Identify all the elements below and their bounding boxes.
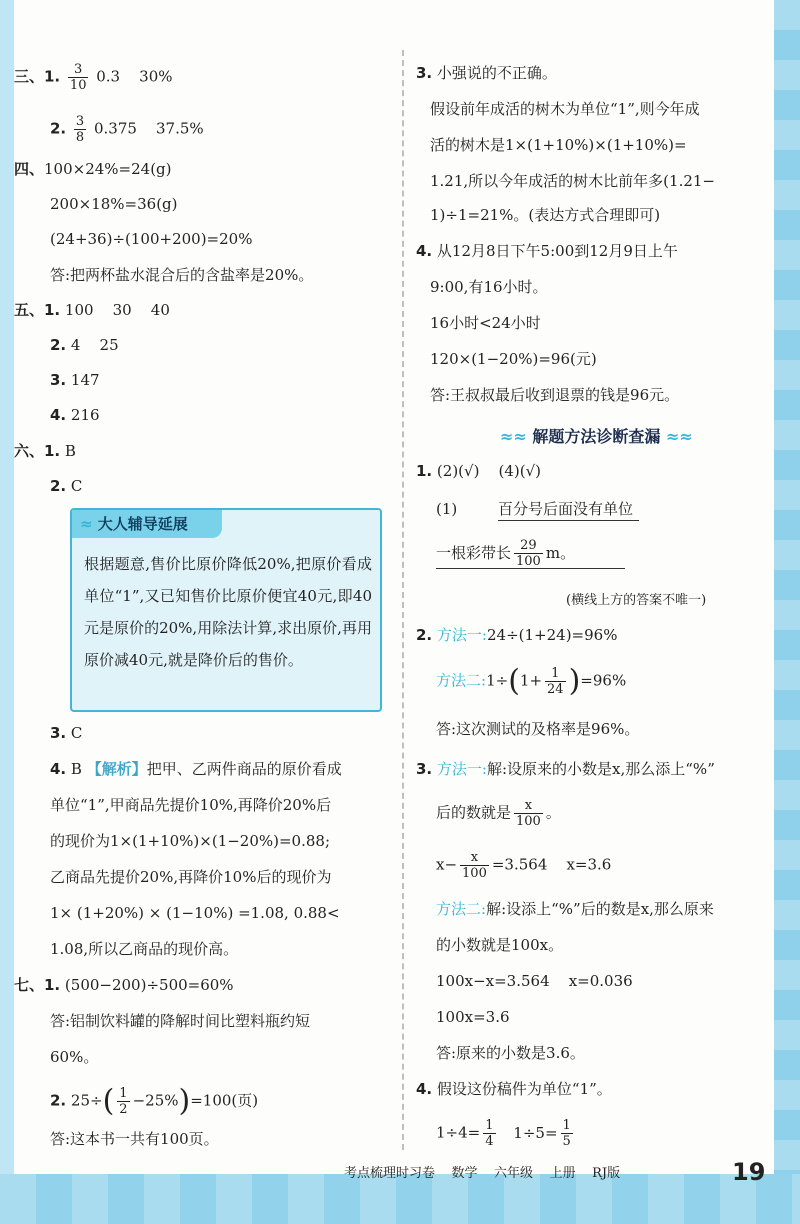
expr-part: 1+ xyxy=(519,671,543,690)
label: 4. xyxy=(416,242,433,260)
denominator: 2 xyxy=(119,1102,128,1117)
expr-part: 1÷4= xyxy=(436,1123,481,1142)
fraction xyxy=(561,1118,573,1149)
label: 4. xyxy=(50,760,67,778)
answer-r4-line1 xyxy=(416,240,678,262)
method-tag: 方法一: xyxy=(436,626,487,644)
fraction xyxy=(68,62,89,93)
answer-text: 147 xyxy=(70,371,100,389)
label: 2. xyxy=(50,1091,67,1110)
answer-r4-line3: 16小时<24小时 xyxy=(430,314,541,332)
answer-text: 0.3 30% xyxy=(96,67,173,86)
answer-r3 xyxy=(416,62,557,84)
answer-4-line1 xyxy=(14,158,172,180)
diag-3-conclusion: 答:原来的小数是3.6。 xyxy=(436,1044,585,1062)
column-divider xyxy=(402,50,404,1150)
diag-3-method1 xyxy=(416,758,715,780)
answer-text: B xyxy=(64,442,76,460)
label: 六、1. xyxy=(14,442,61,460)
label: 三、1. xyxy=(14,67,61,86)
answer-3-2 xyxy=(50,114,204,145)
fraction xyxy=(514,798,543,829)
diag-2-method2 xyxy=(436,663,627,699)
label: 五、1. xyxy=(14,301,61,319)
paren-close: ) xyxy=(178,1083,191,1119)
numerator: x xyxy=(460,850,489,866)
diag-3-equation1 xyxy=(436,850,611,881)
answer-5-2 xyxy=(50,334,119,356)
numerator: 1 xyxy=(545,666,566,682)
denominator: 10 xyxy=(69,78,87,93)
fraction xyxy=(460,850,489,881)
answer-text: B xyxy=(70,760,82,778)
analysis-text: 把甲、乙两件商品的原价看成 xyxy=(146,760,342,778)
method-tag: 方法二: xyxy=(436,900,487,918)
section-title: 解题方法诊断查漏 xyxy=(532,427,661,446)
expr-part: =100(页) xyxy=(190,1091,259,1110)
section-header xyxy=(500,424,693,447)
paren-open: ( xyxy=(508,663,520,699)
paren-open: ( xyxy=(102,1083,115,1119)
answer-5-4 xyxy=(50,404,100,426)
page-number: 19 xyxy=(732,1158,766,1186)
answer-text: 解:设原来的小数是x,那么添上“%” xyxy=(486,760,715,778)
answer-5-1 xyxy=(14,299,170,321)
numerator: 3 xyxy=(68,62,89,78)
answer-r3-line2: 活的树木是1×(1+10%)×(1+10%)= xyxy=(430,136,687,154)
denominator: 100 xyxy=(516,554,541,569)
fraction xyxy=(74,114,86,145)
guidance-title-text: 大人辅导延展 xyxy=(97,515,188,533)
answer-6-4-line6: 1.08,所以乙商品的现价高。 xyxy=(50,940,239,958)
answer-text: 假设这份稿件为单位“1”。 xyxy=(436,1080,612,1098)
diag-3-method2 xyxy=(436,898,714,920)
denominator: 100 xyxy=(462,866,487,881)
label: 3. xyxy=(50,371,67,389)
wave-icon: ≈ xyxy=(80,515,98,533)
answer-text: 100×24%=24(g) xyxy=(44,160,172,178)
answer-text: 24÷(1+24)=96% xyxy=(486,626,618,644)
diag-3-equation2: 100x−x=3.564 x=0.036 xyxy=(436,972,633,990)
fraction xyxy=(514,538,543,569)
answer-text: 0.375 37.5% xyxy=(93,119,204,138)
answer-r4-line2: 9:00,有16小时。 xyxy=(430,278,548,296)
parent-guidance-box xyxy=(70,508,382,712)
expr-part: =96% xyxy=(580,671,627,690)
fraction xyxy=(545,666,566,697)
label: 1. xyxy=(416,462,433,480)
guidance-box-title xyxy=(72,510,222,538)
answer-6-4-line5: 1× (1+20%) × (1−10%) =1.08, 0.88< xyxy=(50,904,340,922)
answer-6-1 xyxy=(14,440,76,462)
label: 3. xyxy=(50,724,67,742)
answer-7-2-conclusion: 答:这本书一共有100页。 xyxy=(50,1130,219,1148)
answer-text: 100 30 40 xyxy=(64,301,170,319)
expr-part: =3.564 x=3.6 xyxy=(491,855,612,874)
label: 七、1. xyxy=(14,976,61,994)
answer-6-4-line1 xyxy=(50,758,342,780)
analysis-tag: 【解析】 xyxy=(86,760,147,778)
answer-6-2 xyxy=(50,475,82,497)
expr-part: −25% xyxy=(132,1091,179,1110)
expr-part: 1÷ xyxy=(486,671,509,690)
footer-text: 考点梳理时习卷 数学 六年级 上册 RJ版 xyxy=(344,1166,621,1181)
denominator: 4 xyxy=(485,1134,494,1149)
answer-r3-line4: 1)÷1=21%。(表达方式合理即可) xyxy=(430,206,661,224)
guidance-box-text: 根据题意,售价比原价降低20%,把原价看成单位“1”,又已知售价比原价便宜40元,即40元是原价的20%,用除法计算,求出原价,再用原价减40元,就是降价后的售价。 xyxy=(84,555,372,669)
fraction xyxy=(117,1086,129,1117)
label: 2. xyxy=(416,626,433,644)
answer-r4-conclusion: 答:王叔叔最后收到退票的钱是96元。 xyxy=(430,386,680,404)
expr-part: 。 xyxy=(545,803,561,822)
label: 2. xyxy=(50,119,67,138)
answer-text: 小强说的不正确。 xyxy=(436,64,557,82)
diag-3-method1-line2 xyxy=(436,798,561,829)
diag-3-method2-line2: 的小数就是100x。 xyxy=(436,936,564,954)
wave-icon: ≈ xyxy=(513,427,527,446)
answer-text: 解:设添上“%”后的数是x,那么原来 xyxy=(486,900,714,918)
answer-text: 从12月8日下午5:00到12月9日上午 xyxy=(436,242,678,260)
diag-1-note: (横线上方的答案不唯一) xyxy=(566,593,707,608)
diag-2-method1 xyxy=(416,624,617,646)
answer-text: C xyxy=(70,724,83,742)
item-number: (1) xyxy=(436,500,458,518)
answer-7-1 xyxy=(14,974,234,996)
expr-part: x− xyxy=(436,855,458,874)
numerator: x xyxy=(514,798,543,814)
diag-3-equation3: 100x=3.6 xyxy=(436,1008,510,1026)
answer-3-1 xyxy=(14,62,173,93)
wave-icon: ≈ xyxy=(500,427,514,446)
label: 四、 xyxy=(14,160,45,178)
denominator: 5 xyxy=(562,1134,571,1149)
label: 3. xyxy=(416,760,433,778)
label: 4. xyxy=(50,406,67,424)
answer-4-line3: (24+36)÷(100+200)=20% xyxy=(50,230,253,248)
numerator: 1 xyxy=(485,1118,494,1133)
answer-5-3 xyxy=(50,369,100,391)
answer-6-4-line2: 单位“1”,甲商品先提价10%,再降价20%后 xyxy=(50,796,332,814)
label: 3. xyxy=(416,64,433,82)
label: 2. xyxy=(50,336,67,354)
sentence-text: 一根彩带长 xyxy=(436,543,512,562)
sentence-text: m。 xyxy=(545,543,576,562)
fraction xyxy=(483,1118,495,1149)
answer-4-conclusion: 答:把两杯盐水混合后的含盐率是20%。 xyxy=(50,266,314,284)
answer-text: C xyxy=(70,477,83,495)
method-tag: 方法一: xyxy=(436,760,487,778)
numerator: 3 xyxy=(75,114,85,129)
page-paper xyxy=(14,0,774,1186)
answer-text: 4 25 xyxy=(70,336,119,354)
label: 2. xyxy=(50,477,67,495)
diag-1-correction xyxy=(436,498,656,520)
answer-text: 216 xyxy=(70,406,100,424)
diag-4-equation xyxy=(436,1118,576,1149)
answer-6-4-line3: 的现价为1×(1+10%)×(1−20%)=0.88; xyxy=(50,832,331,850)
numerator: 1 xyxy=(562,1118,571,1133)
label: 4. xyxy=(416,1080,433,1098)
answer-r3-line1: 假设前年成活的树木为单位“1”,则今年成 xyxy=(430,100,700,118)
answer-7-2 xyxy=(50,1083,259,1119)
diag-4 xyxy=(416,1078,612,1100)
denominator: 8 xyxy=(75,130,85,145)
answer-r3-line3: 1.21,所以今年成活的树木比前年多(1.21− xyxy=(430,172,715,190)
answer-text: (2)(√) (4)(√) xyxy=(436,462,542,480)
diag-2-conclusion: 答:这次测试的及格率是96%。 xyxy=(436,720,640,738)
expr-part: 1÷5= xyxy=(513,1123,558,1142)
expr-part: 后的数就是 xyxy=(436,803,512,822)
wave-icon: ≈≈ xyxy=(665,427,693,446)
expr-part: 25÷ xyxy=(70,1091,103,1110)
answer-r4-line4: 120×(1−20%)=96(元) xyxy=(430,350,597,368)
correction-text: 百分号后面没有单位 xyxy=(498,500,639,521)
decorative-bottom-band xyxy=(0,1174,800,1224)
numerator: 29 xyxy=(514,538,543,554)
method-tag: 方法二: xyxy=(436,671,487,690)
denominator: 100 xyxy=(516,814,541,829)
denominator: 24 xyxy=(547,682,564,697)
answer-7-1-conclusion-line2: 60%。 xyxy=(50,1048,99,1066)
answer-7-1-conclusion-line1: 答:铝制饮料罐的降解时间比塑料瓶约短 xyxy=(50,1012,311,1030)
answer-6-3 xyxy=(50,722,82,744)
paren-close: ) xyxy=(568,663,581,699)
numerator: 1 xyxy=(119,1086,128,1101)
answer-text: (500−200)÷500=60% xyxy=(64,976,234,994)
answer-6-4-line4: 乙商品先提价20%,再降价10%后的现价为 xyxy=(50,868,332,886)
answer-4-line2: 200×18%=36(g) xyxy=(50,195,178,213)
diag-1-corrected-sentence xyxy=(436,538,625,569)
diag-1 xyxy=(416,460,541,482)
